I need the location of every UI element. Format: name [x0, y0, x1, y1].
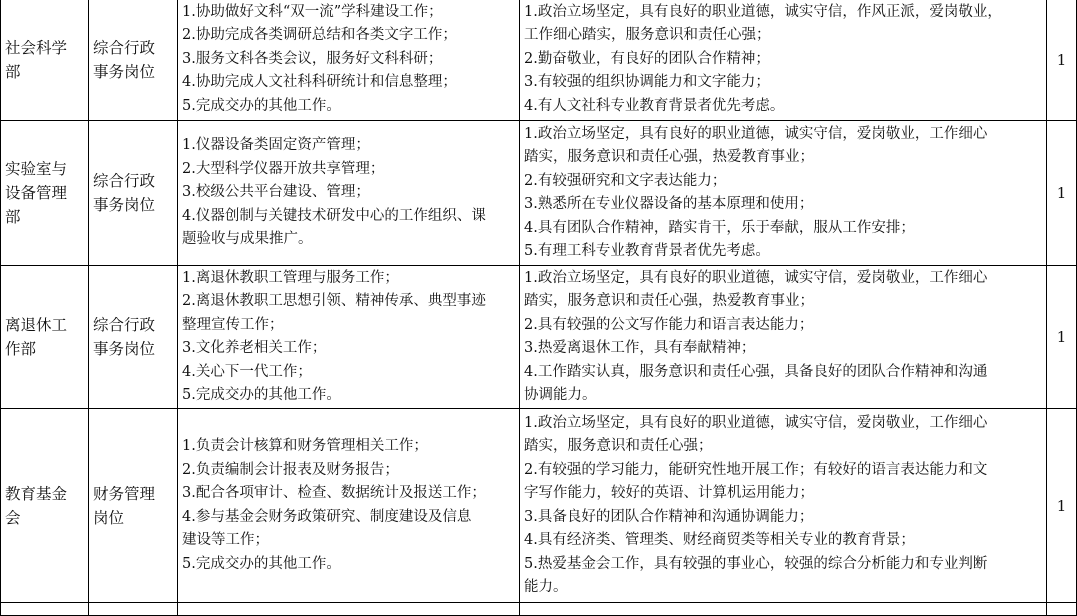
duty-line: 5.完成交办的其他工作。	[182, 555, 341, 572]
duty-line: 4.仪器创制与关键技术研发中心的工作组织、课	[182, 207, 486, 224]
empty-cell	[1047, 603, 1077, 616]
requirement-line: 1.政治立场坚定，具有良好的职业道德，诚实守信，爱岗敬业，工作细心	[524, 125, 988, 142]
requirements-cell	[520, 409, 1047, 603]
department-line: 部	[5, 208, 21, 226]
department-cell	[1, 266, 89, 409]
requirement-line: 字写作能力，较好的英语、计算机运用能力；	[524, 485, 814, 501]
duty-line: 2.大型科学仪器开放共享管理；	[182, 160, 385, 177]
requirement-line: 踏实，服务意识和责任心强，热爱教育事业；	[524, 149, 814, 165]
department-cell	[1, 0, 89, 121]
requirement-line: 3.熟悉所在专业仪器设备的基本原理和使用；	[524, 196, 814, 212]
department-line: 社会科学	[5, 38, 68, 57]
department-line: 会	[5, 508, 21, 527]
position-line: 综合行政	[93, 38, 156, 57]
requirement-line: 4.工作踏实认真，服务意识和责任心强，具备良好的团队合作精神和沟通	[524, 363, 988, 380]
department-cell	[1, 409, 89, 603]
duty-line: 3.配合各项审计、检查、数据统计及报送工作；	[182, 485, 486, 501]
table-row	[1, 121, 1077, 266]
requirement-line: 3.热爱离退休工作，具有奉献精神；	[524, 340, 756, 356]
department-line: 部	[5, 62, 21, 81]
headcount-cell: 1	[1047, 409, 1077, 603]
requirement-line: 能力。	[524, 579, 568, 595]
requirement-line: 5.热爱基金会工作，具有较强的事业心，较强的综合分析能力和专业判断	[524, 555, 988, 572]
duty-line: 1.负责会计核算和财务管理相关工作；	[182, 438, 428, 454]
duty-line: 2.负责编制会计报表及财务报告；	[182, 461, 399, 478]
position-cell	[89, 266, 178, 409]
requirement-line: 3.具备良好的团队合作精神和沟通协调能力；	[524, 508, 814, 525]
position-cell	[89, 121, 178, 266]
department-line: 离退休工	[5, 316, 68, 334]
duty-line: 5.完成交办的其他工作。	[182, 387, 341, 403]
duty-line: 2.离退休教职工思想引领、精神传承、典型事迹	[182, 293, 486, 309]
table-row	[1, 0, 1077, 121]
duty-line: 建设等工作；	[182, 532, 269, 548]
duty-line: 4.协助完成人文社科科研统计和信息整理；	[182, 74, 457, 91]
duties-cell	[178, 121, 520, 266]
duties-cell	[178, 266, 520, 409]
requirement-line: 1.政治立场坚定，具有良好的职业道德，诚实守信，作风正派，爱岗敬业，	[524, 3, 1002, 20]
requirement-line: 2.有较强研究和文字表达能力；	[524, 172, 727, 189]
requirement-line: 2.有较强的学习能力，能研究性地开展工作；有较好的语言表达能力和文	[524, 461, 988, 478]
requirement-line: 2.勤奋敬业，有良好的团队合作精神；	[524, 50, 770, 67]
duty-line: 3.服务文科各类会议，服务好文科科研；	[182, 50, 443, 67]
requirement-line: 1.政治立场坚定，具有良好的职业道德，诚实守信，爱岗敬业，工作细心	[524, 269, 988, 286]
table-row-partial	[1, 603, 1077, 616]
position-line: 财务管理	[93, 484, 156, 503]
requirement-line: 1.政治立场坚定，具有良好的职业道德，诚实守信，爱岗敬业，工作细心	[524, 414, 988, 431]
duties-cell	[178, 409, 520, 603]
position-line: 事务岗位	[93, 340, 156, 358]
requirement-line: 协调能力。	[524, 387, 597, 403]
position-line: 综合行政	[93, 172, 156, 190]
requirement-line: 4.具有经济类、管理类、财经商贸类等相关专业的教育背景；	[524, 532, 915, 548]
duty-line: 1.仪器设备类固定资产管理；	[182, 137, 370, 154]
duty-line: 3.校级公共平台建设、管理；	[182, 184, 370, 201]
requirement-line: 工作细心踏实，服务意识和责任心强；	[524, 27, 771, 44]
empty-cell	[89, 603, 178, 616]
requirements-cell	[520, 121, 1047, 266]
requirements-cell	[520, 0, 1047, 121]
position-cell	[89, 0, 178, 121]
department-cell	[1, 121, 89, 266]
position-line: 事务岗位	[93, 62, 156, 81]
headcount-cell: 1	[1047, 0, 1077, 121]
empty-cell	[1, 603, 89, 616]
requirement-line: 5.有理工科专业教育背景者优先考虑。	[524, 243, 770, 259]
requirement-line: 踏实，服务意识和责任心强；	[524, 438, 713, 454]
headcount-cell: 1	[1047, 266, 1077, 409]
department-line: 实验室与	[5, 160, 68, 178]
empty-cell	[178, 603, 520, 616]
empty-cell	[520, 603, 1047, 616]
requirement-line: 3.有较强的组织协调能力和文字能力；	[524, 74, 770, 91]
position-line: 事务岗位	[93, 196, 156, 214]
headcount-cell: 1	[1047, 121, 1077, 266]
duty-line: 1.离退休教职工管理与服务工作；	[182, 269, 399, 286]
duty-line: 4.关心下一代工作；	[182, 363, 312, 380]
duty-line: 5.完成交办的其他工作。	[182, 97, 341, 114]
duty-line: 整理宣传工作；	[182, 316, 284, 333]
duty-line: 3.文化养老相关工作；	[182, 340, 327, 356]
requirement-line: 踏实，服务意识和责任心强，热爱教育事业；	[524, 293, 814, 309]
requirement-line: 4.有人文社科专业教育背景者优先考虑。	[524, 97, 785, 114]
position-cell	[89, 409, 178, 603]
position-line: 岗位	[93, 508, 125, 527]
position-line: 综合行政	[93, 316, 156, 334]
table-row	[1, 266, 1077, 409]
duties-cell	[178, 0, 520, 121]
requirements-cell	[520, 266, 1047, 409]
duty-line: 题验收与成果推广。	[182, 231, 313, 248]
duty-line: 2.协助完成各类调研总结和各类文字工作；	[182, 27, 457, 44]
department-line: 作部	[5, 340, 37, 358]
requirement-line: 4.具有团队合作精神，踏实肯干，乐于奉献，服从工作安排；	[524, 219, 915, 236]
requirement-line: 2.具有较强的公文写作能力和语言表达能力；	[524, 316, 814, 333]
department-line: 教育基金	[5, 484, 68, 503]
table-row	[1, 409, 1077, 603]
department-line: 设备管理	[5, 184, 68, 202]
duty-line: 4.参与基金会财务政策研究、制度建设及信息	[182, 508, 472, 525]
duty-line: 1.协助做好文科“双一流”学科建设工作；	[182, 3, 443, 20]
